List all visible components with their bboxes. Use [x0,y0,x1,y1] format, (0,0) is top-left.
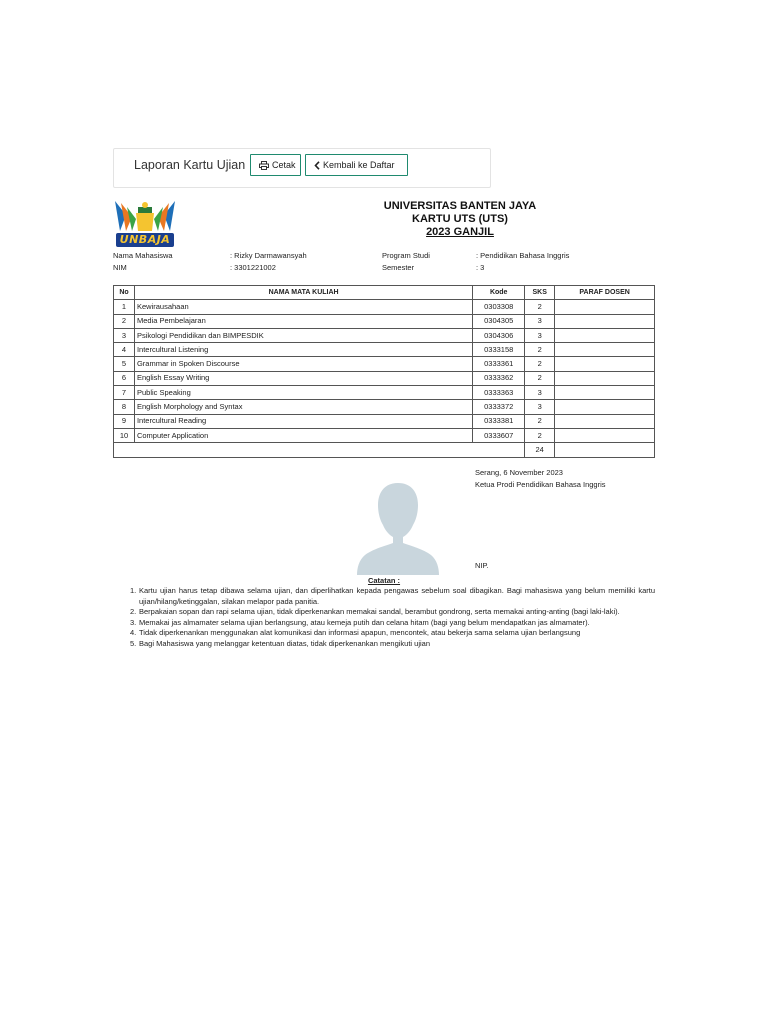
row-sks: 3 [525,400,555,414]
signature-block [475,467,606,491]
course-table [113,285,655,458]
print-icon [259,161,269,170]
row-no: 4 [114,343,135,357]
student-values-left [230,250,307,274]
total-spacer [114,443,525,457]
name-value: : Rizky Darmawansyah [230,251,307,260]
table-row [114,371,655,385]
note-item: 4. Tidak diperkenankan menggunakan alat komunikasi dan informasi apapun, mencontek, atau bekerja sama selama ujian berlangsung [130,628,581,637]
row-signature [555,328,655,342]
print-button[interactable] [250,154,301,176]
university-name: UNIVERSITAS BANTEN JAYA [383,200,537,212]
row-course-name: Kewirausahaan [134,300,472,314]
row-signature [555,400,655,414]
card-titles [300,200,620,239]
row-sks: 2 [525,414,555,428]
row-signature [555,314,655,328]
row-signature [555,414,655,428]
note-text: Tidak diperkenankan menggunakan alat komunikasi dan informasi apapun, mencontek, atau bekerja sama selama ujian berlangsung [139,628,581,637]
logo-text: UNBAJA [119,233,171,246]
header-course-name: NAMA MATA KULIAH [134,286,472,300]
table-header-row [114,286,655,300]
row-sks: 3 [525,314,555,328]
nip: NIP. [475,561,489,570]
nim-label: NIM [113,263,127,272]
row-sks: 2 [525,428,555,442]
row-no: 9 [114,414,135,428]
program-label: Program Studi [382,251,430,260]
term: 2023 GANJIL [426,226,494,238]
chevron-left-icon [314,161,320,170]
row-no: 8 [114,400,135,414]
total-row [114,443,655,457]
row-sks: 2 [525,371,555,385]
total-empty [555,443,655,457]
row-course-name: Grammar in Spoken Discourse [134,357,472,371]
row-course-name: English Essay Writing [134,371,472,385]
row-sks: 2 [525,343,555,357]
total-sks: 24 [525,443,555,457]
note-item: 2. Berpakaian sopan dan rapi selama ujian, tidak diperkenankan memakai sandal, berambut gondrong, serta memakai anting-anting (bagi laki-laki). [130,607,620,616]
table-row [114,300,655,314]
student-labels-right [382,250,430,274]
row-course-name: Media Pembelajaran [134,314,472,328]
row-code: 0333381 [473,414,525,428]
row-course-name: Psikologi Pendidikan dan BIMPESDIK [134,328,472,342]
note-text: Memakai jas almamater selama ujian berlangsung, atau kemeja putih dan celana hitam (bagi yang belum mendapatkan jas almamater). [139,617,590,627]
student-values-right [476,250,569,274]
notes-title: Catatan : [367,576,401,585]
card-type: KARTU UTS (UTS) [412,213,508,225]
row-sks: 2 [525,300,555,314]
row-sks: 2 [525,357,555,371]
row-course-name: Intercultural Listening [134,343,472,357]
row-no: 1 [114,300,135,314]
row-signature [555,343,655,357]
row-no: 10 [114,428,135,442]
row-course-name: Public Speaking [134,386,472,400]
name-label: Nama Mahasiswa [113,251,173,260]
row-no: 2 [114,314,135,328]
row-no: 7 [114,386,135,400]
student-photo-placeholder [355,480,441,575]
semester-value: : 3 [476,263,485,272]
note-item: 1. Kartu ujian harus tetap dibawa selama ujian, dan diperlihatkan kepada pengawas sebelum soal dibagikan. Bagi mahasiswa yang belum memiliki kartu ujian/hilang/ketinggalan, silakan melapor pada panitia. [130,586,655,606]
row-signature [555,300,655,314]
page-title: Laporan Kartu Ujian [134,158,246,172]
table-row [114,328,655,342]
signer-role: Ketua Prodi Pendidikan Bahasa Inggris [475,480,606,489]
note-text: Berpakaian sopan dan rapi selama ujian, tidak diperkenankan memakai sandal, berambut gondrong, serta memakai anting-anting (bagi laki-laki). [139,607,620,616]
university-logo [112,197,178,249]
notes-list [127,586,655,649]
row-code: 0333363 [473,386,525,400]
table-row [114,386,655,400]
table-row [114,414,655,428]
back-button-label: Kembali ke Daftar [323,160,395,170]
table-row [114,343,655,357]
place-date: Serang, 6 November 2023 [475,468,563,477]
student-labels-left [113,250,173,274]
table-row [114,400,655,414]
semester-label: Semester [382,263,415,272]
row-no: 3 [114,328,135,342]
header-no: No [114,286,135,300]
row-no: 6 [114,371,135,385]
row-code: 0333158 [473,343,525,357]
row-code: 0303308 [473,300,525,314]
row-sks: 3 [525,386,555,400]
row-code: 0333362 [473,371,525,385]
report-header-card [113,148,491,188]
header-lecturer-signature: PARAF DOSEN [555,286,655,300]
row-course-name: Computer Application [134,428,472,442]
user-silhouette-icon [355,480,441,575]
print-button-label: Cetak [272,160,296,170]
table-row [114,428,655,442]
header-sks: SKS [525,286,555,300]
program-value: : Pendidikan Bahasa Inggris [476,251,570,260]
row-code: 0304305 [473,314,525,328]
row-no: 5 [114,357,135,371]
row-course-name: Intercultural Reading [134,414,472,428]
note-item: 5. Bagi Mahasiswa yang melanggar ketentuan diatas, tidak diperkenankan mengikuti ujian [130,638,431,648]
nim-value: : 3301221002 [230,263,276,272]
row-code: 0333607 [473,428,525,442]
note-text: Bagi Mahasiswa yang melanggar ketentuan diatas, tidak diperkenankan mengikuti ujian [139,638,431,648]
table-row [114,314,655,328]
back-to-list-button[interactable] [305,154,408,176]
row-signature [555,371,655,385]
row-code: 0333361 [473,357,525,371]
row-signature [555,428,655,442]
row-signature [555,357,655,371]
row-course-name: English Morphology and Syntax [134,400,472,414]
note-text: Kartu ujian harus tetap dibawa selama ujian, dan diperlihatkan kepada pengawas sebelum soal dibagikan. Bagi mahasiswa yang belum memiliki kartu ujian/hilang/ketinggalan, silakan melapor pada panitia. [139,586,655,606]
note-item: 3. Memakai jas almamater selama ujian berlangsung, atau kemeja putih dan celana hitam (bagi yang belum mendapatkan jas almamater). [130,617,590,627]
header-code: Kode [473,286,525,300]
row-signature [555,386,655,400]
row-sks: 3 [525,328,555,342]
row-code: 0333372 [473,400,525,414]
table-row [114,357,655,371]
row-code: 0304306 [473,328,525,342]
